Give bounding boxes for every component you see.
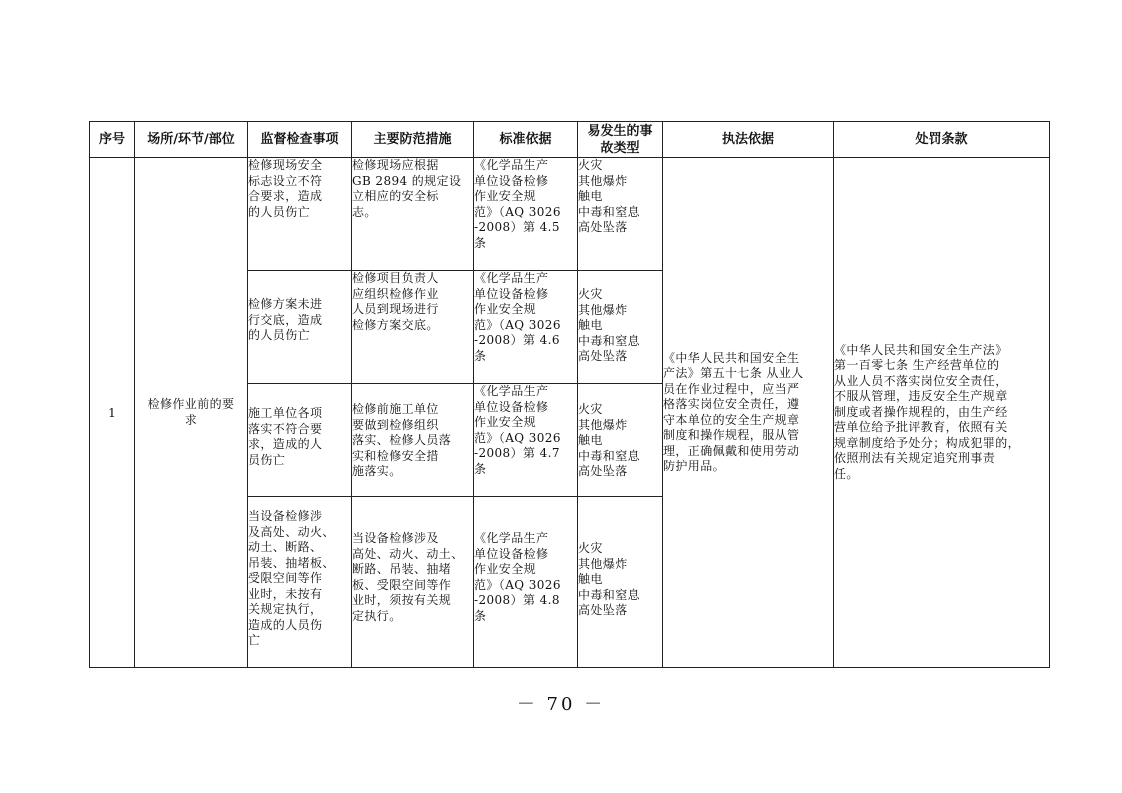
standard-text: 《化学品生产 单位设备检修 作业安全规 范》（AQ 3026 -2008）第 4.8 条 — [474, 531, 561, 623]
standard-cell — [474, 384, 578, 497]
measure-text: 当设备检修涉及 高处、动火、动土、 断路、吊装、抽堵 板、受限空间等作 业时，须按有关规 定执行。 — [352, 531, 464, 623]
hazard-text: 施工单位各项 落实不符合要 求，造成的人 员伤亡 — [248, 406, 323, 467]
table-row — [90, 158, 1050, 271]
hazard-cell — [248, 384, 352, 497]
measure-cell — [352, 497, 474, 668]
standard-cell — [474, 158, 578, 271]
law-cell — [663, 158, 834, 668]
measure-text: 检修现场应根据 GB 2894 的规定设 立相应的安全标 志。 — [352, 158, 462, 219]
measure-text: 检修项目负责人 应组织检修作业 人员到现场进行 检修方案交底。 — [352, 271, 439, 332]
place-text: 检修作业前的要 求 — [147, 397, 235, 427]
header-inspection-item: 监督检查事项 — [248, 122, 352, 158]
table-header-row — [90, 122, 1050, 158]
accident-text: 火灾 其他爆炸 触电 中毒和窒息 高处坠落 — [578, 158, 641, 234]
standard-text: 《化学品生产 单位设备检修 作业安全规 范》（AQ 3026 -2008）第 4.5 条 — [474, 158, 561, 250]
penalty-cell — [834, 158, 1050, 668]
standard-text: 《化学品生产 单位设备检修 作业安全规 范》（AQ 3026 -2008）第 4.7 条 — [474, 384, 561, 476]
standard-text: 《化学品生产 单位设备检修 作业安全规 范》（AQ 3026 -2008）第 4.6 条 — [474, 271, 561, 363]
hazard-cell — [248, 271, 352, 384]
accident-cell — [578, 497, 663, 668]
header-law-basis: 执法依据 — [663, 122, 834, 158]
hazard-cell — [248, 497, 352, 668]
header-place: 场所/环节/部位 — [135, 122, 248, 158]
measure-cell — [352, 271, 474, 384]
place-cell — [135, 158, 248, 668]
accident-cell — [578, 384, 663, 497]
measure-cell — [352, 158, 474, 271]
measure-text: 检修前施工单位 要做到检修组织 落实、检修人员落 实和检修安全措 施落实。 — [352, 402, 452, 478]
hazard-text: 当设备检修涉 及高处、动火、 动土、断路、 吊装、抽堵板、 受限空间等作 业时，未按有 关规定执行， 造成的人员伤 亡 — [248, 509, 335, 647]
header-accident-type: 易发生的事 故类型 — [578, 122, 663, 158]
hazard-cell — [248, 158, 352, 271]
measure-cell — [352, 384, 474, 497]
header-penalty-clause: 处罚条款 — [834, 122, 1050, 158]
accident-text: 火灾 其他爆炸 触电 中毒和窒息 高处坠落 — [578, 287, 641, 363]
hazard-text: 检修现场安全 标志设立不符 合要求，造成 的人员伤亡 — [248, 158, 323, 219]
accident-cell — [578, 271, 663, 384]
inspection-table — [89, 121, 1050, 668]
row-number-text: 1 — [108, 405, 116, 420]
header-preventive-measures: 主要防范措施 — [352, 122, 474, 158]
hazard-text: 检修方案未进 行交底，造成 的人员伤亡 — [248, 297, 323, 342]
header-no: 序号 — [90, 122, 135, 158]
page-number: － 70 － — [516, 694, 606, 715]
row-number — [90, 158, 135, 668]
standard-cell — [474, 497, 578, 668]
law-text: 《中华人民共和国安全生 产法》第五十七条 从业人 员在作业过程中，应当严 格落实岗位安全责任，遵 守本单位的安全生产规章 制度和操作规程，服从管 理，正确佩戴和使用劳动 防护用品。 — [663, 350, 804, 473]
standard-cell — [474, 271, 578, 384]
accident-text: 火灾 其他爆炸 触电 中毒和窒息 高处坠落 — [578, 402, 641, 478]
header-standard-basis: 标准依据 — [474, 122, 578, 158]
accident-text: 火灾 其他爆炸 触电 中毒和窒息 高处坠落 — [578, 541, 641, 617]
penalty-text: 《中华人民共和国安全生产法》 第一百零七条 生产经营单位的 从业人员不落实岗位安全责任， 不服从管理，违反安全生产规章 制度或者操作规程的，由生产经 营单位给予批评教育，依照有关 规章制度给予处分；构成犯罪的， 依照刑法有关规定追究刑事责 任。 — [834, 342, 1021, 481]
accident-cell — [578, 158, 663, 271]
